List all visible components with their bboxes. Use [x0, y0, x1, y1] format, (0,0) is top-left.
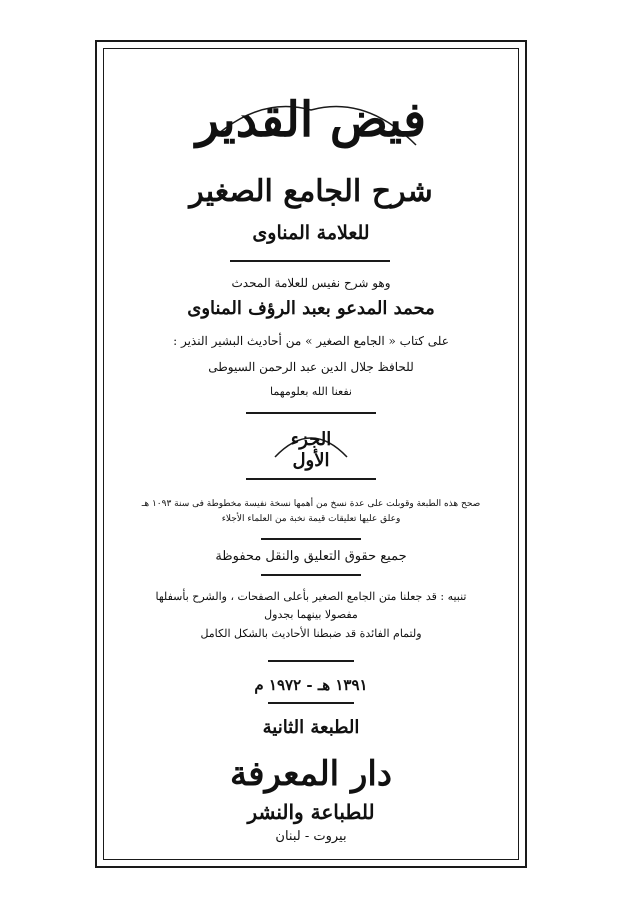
divider-volume: [246, 478, 376, 480]
notice-line-3: ولتمام الفائدة قد ضبطنا الأحاديث بالشكل الكامل: [200, 627, 422, 640]
edition-label: الطبعة الثانية: [262, 717, 360, 738]
publisher-city: بيروت - لبنان: [275, 829, 347, 844]
divider-rights-bottom: [261, 574, 361, 576]
description-line-3: على كتاب « الجامع الصغير » من أحاديث البشير النذير :: [173, 334, 449, 348]
divider-rights-top: [261, 538, 361, 540]
edition-note-line-2: وعلق عليها تعليقات قيمة نخبة من العلماء الأجلاء: [221, 514, 401, 524]
divider-top: [230, 260, 390, 262]
author-short: للعلامة المناوى: [252, 222, 370, 244]
notice-line-1: تنبيه : قد جعلنا متن الجامع الصغير بأعلى الصفحات ، والشرح بأسفلها: [155, 590, 467, 603]
description-line-2: محمد المدعو بعبد الرؤف المناوى: [187, 298, 435, 319]
divider-date-bottom: [268, 702, 354, 704]
notice-line-2: مفصولا بينهما بجدول: [264, 608, 358, 621]
divider-date-top: [268, 660, 354, 662]
divider-middle: [246, 412, 376, 414]
volume-label: [271, 423, 351, 471]
title-page: [110, 60, 512, 850]
edition-note-line-1: صحح هذه الطبعة وقوبلت على عدة نسخ من أهمها نسخة نفيسة مخطوطة فى سنة ١٠٩٣ هـ: [141, 499, 481, 509]
publisher-name: دار المعرفة: [230, 754, 392, 794]
description-line-4: للحافظ جلال الدين عبد الرحمن السيوطى: [208, 360, 414, 374]
publisher-tagline: للطباعة والنشر: [247, 800, 375, 824]
book-subtitle: شرح الجامع الصغير: [189, 174, 433, 209]
book-title: فيض القدير: [195, 92, 427, 148]
description-line-5: نفعنا الله بعلومهما: [270, 385, 352, 398]
copyright-notice: جميع حقوق التعليق والنقل محفوظة: [215, 549, 407, 564]
publication-date: ١٣٩١ هـ - ١٩٧٢ م: [254, 676, 368, 694]
description-line-1: وهو شرح نفيس للعلامة المحدث: [231, 276, 391, 290]
volume-text: الجزء الأول: [290, 429, 332, 471]
